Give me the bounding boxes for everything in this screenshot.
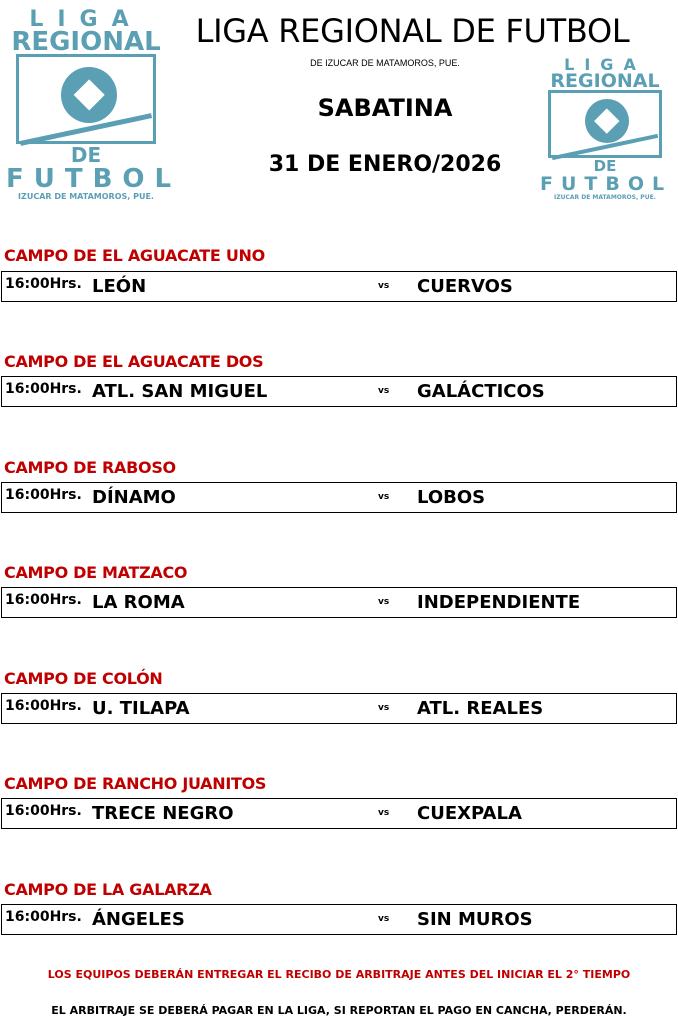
venue-label: CAMPO DE EL AGUACATE UNO <box>4 246 265 265</box>
page-title: LIGA REGIONAL DE FUTBOL <box>195 12 630 50</box>
venue-label: CAMPO DE LA GALARZA <box>4 880 212 899</box>
home-team: ÁNGELES <box>92 909 185 930</box>
versus-label: vs <box>378 703 390 713</box>
match-time: 16:00Hrs. <box>5 698 82 714</box>
match-time: 16:00Hrs. <box>5 381 82 397</box>
away-team: ATL. REALES <box>417 698 544 719</box>
versus-label: vs <box>378 281 390 291</box>
match-time: 16:00Hrs. <box>5 592 82 608</box>
soccer-ball-icon <box>16 54 156 144</box>
venue-label: CAMPO DE COLÓN <box>4 669 163 688</box>
logo-regional-text: REGIONAL <box>550 70 660 92</box>
home-team: TRECE NEGRO <box>92 803 234 824</box>
match-time: 16:00Hrs. <box>5 487 82 503</box>
match-row <box>1 798 677 829</box>
venue-label: CAMPO DE MATZACO <box>4 563 188 582</box>
logo-place-text: IZUCAR DE MATAMOROS, PUE. <box>18 192 154 201</box>
match-row <box>1 587 677 618</box>
away-team: GALÁCTICOS <box>417 381 545 402</box>
logo-de-text: DE <box>593 157 617 175</box>
league-logo-right <box>540 55 673 202</box>
match-time: 16:00Hrs. <box>5 276 82 292</box>
logo-liga-text: LIGA <box>29 7 143 32</box>
match-time: 16:00Hrs. <box>5 803 82 819</box>
logo-liga-text: LIGA <box>564 55 646 74</box>
referee-payment-note: EL ARBITRAJE SE DEBERÁ PAGAR EN LA LIGA, SI REPORTAN EL PAGO EN CANCHA, PERDERÁN. <box>51 1004 627 1017</box>
event-name: SABATINA <box>317 94 453 122</box>
referee-receipt-note: LOS EQUIPOS DEBERÁN ENTREGAR EL RECIBO DE ARBITRAJE ANTES DEL INICIAR EL 2° TIEMPO <box>47 968 631 981</box>
league-logo-left <box>6 7 182 202</box>
match-row <box>1 904 677 935</box>
match-row <box>1 376 677 407</box>
away-team: LOBOS <box>417 487 486 508</box>
versus-label: vs <box>378 492 390 502</box>
venue-label: CAMPO DE RANCHO JUANITOS <box>4 774 267 793</box>
versus-label: vs <box>378 808 390 818</box>
away-team: INDEPENDIENTE <box>417 592 581 613</box>
logo-place-text: IZUCAR DE MATAMOROS, PUE. <box>554 194 656 201</box>
match-row <box>1 271 677 302</box>
match-row <box>1 482 677 513</box>
home-team: DÍNAMO <box>92 487 176 508</box>
venue-label: CAMPO DE EL AGUACATE DOS <box>4 352 264 371</box>
versus-label: vs <box>378 597 390 607</box>
event-date: 31 DE ENERO/2026 <box>268 152 502 177</box>
home-team: LEÓN <box>92 276 147 297</box>
versus-label: vs <box>378 386 390 396</box>
page-subtitle: DE IZUCAR DE MATAMOROS, PUE. <box>310 58 460 68</box>
versus-label: vs <box>378 914 390 924</box>
away-team: SIN MUROS <box>417 909 533 930</box>
venue-label: CAMPO DE RABOSO <box>4 458 176 477</box>
away-team: CUERVOS <box>417 276 513 297</box>
logo-de-text: DE <box>70 143 102 167</box>
match-row <box>1 693 677 724</box>
home-team: ATL. SAN MIGUEL <box>92 381 268 402</box>
away-team: CUEXPALA <box>417 803 522 824</box>
logo-futbol-text: FUTBOL <box>540 173 673 195</box>
logo-futbol-text: FUTBOL <box>6 164 182 194</box>
home-team: LA ROMA <box>92 592 185 613</box>
match-time: 16:00Hrs. <box>5 909 82 925</box>
logo-regional-text: REGIONAL <box>11 27 161 57</box>
home-team: U. TILAPA <box>92 698 190 719</box>
